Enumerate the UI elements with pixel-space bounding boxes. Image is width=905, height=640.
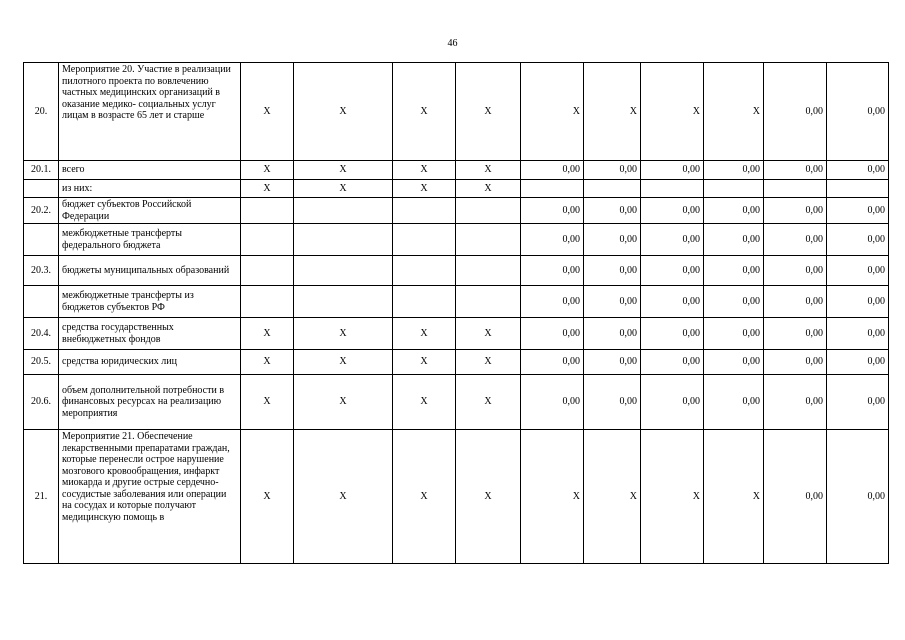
value-cell: 0,00 (704, 350, 764, 375)
value-cell: 0,00 (584, 375, 641, 430)
value-cell: 0,00 (827, 318, 889, 350)
value-cell: 0,00 (641, 198, 704, 224)
mark-cell (241, 256, 294, 286)
value-cell: 0,00 (827, 224, 889, 256)
value-cell: 0,00 (827, 161, 889, 180)
table-row (24, 161, 889, 180)
mark-cell: X (456, 180, 521, 198)
row-number-cell: 20.3. (24, 256, 59, 286)
value-cell: X (641, 63, 704, 161)
value-cell: X (521, 63, 584, 161)
mark-cell: X (241, 180, 294, 198)
value-cell: 0,00 (584, 256, 641, 286)
value-cell: 0,00 (641, 256, 704, 286)
mark-cell (294, 286, 393, 318)
row-name-cell: из них: (59, 180, 241, 198)
mark-cell (456, 286, 521, 318)
mark-cell: X (294, 430, 393, 564)
table-row (24, 350, 889, 375)
mark-cell: X (241, 63, 294, 161)
value-cell: X (584, 63, 641, 161)
row-name-cell: бюджеты муниципальных образований (59, 256, 241, 286)
row-number-cell: 20.1. (24, 161, 59, 180)
value-cell: X (584, 430, 641, 564)
value-cell: 0,00 (764, 286, 827, 318)
value-cell: 0,00 (764, 350, 827, 375)
value-cell: 0,00 (641, 161, 704, 180)
value-cell (521, 180, 584, 198)
row-name-cell: Мероприятие 20. Участие в реализации пилотного проекта по вовлечению частных медицинских организаций в оказание медико- социальных услуг лицам в возрасте 65 лет и старше (59, 63, 241, 161)
table-row (24, 286, 889, 318)
budget-table (23, 62, 889, 564)
value-cell: 0,00 (584, 198, 641, 224)
row-name-cell: объем дополнительной потребности в финансовых ресурсах на реализацию мероприятия (59, 375, 241, 430)
value-cell: 0,00 (764, 198, 827, 224)
page-number: 46 (447, 38, 458, 49)
value-cell (764, 180, 827, 198)
mark-cell (294, 198, 393, 224)
value-cell: 0,00 (521, 161, 584, 180)
mark-cell (393, 256, 456, 286)
value-cell: X (704, 63, 764, 161)
table-row (24, 180, 889, 198)
value-cell: 0,00 (641, 224, 704, 256)
mark-cell: X (456, 430, 521, 564)
value-cell: 0,00 (521, 224, 584, 256)
table-row (24, 198, 889, 224)
value-cell: 0,00 (704, 286, 764, 318)
value-cell: 0,00 (704, 318, 764, 350)
table-row (24, 256, 889, 286)
value-cell: 0,00 (521, 256, 584, 286)
mark-cell: X (393, 318, 456, 350)
table-row (24, 318, 889, 350)
mark-cell: X (456, 161, 521, 180)
value-cell (584, 180, 641, 198)
table-row (24, 430, 889, 564)
value-cell: 0,00 (827, 256, 889, 286)
mark-cell: X (294, 350, 393, 375)
value-cell: 0,00 (827, 350, 889, 375)
value-cell: 0,00 (764, 375, 827, 430)
mark-cell: X (393, 375, 456, 430)
row-number-cell: 20.5. (24, 350, 59, 375)
mark-cell (393, 286, 456, 318)
value-cell (704, 180, 764, 198)
mark-cell: X (294, 375, 393, 430)
value-cell: 0,00 (704, 198, 764, 224)
mark-cell: X (456, 63, 521, 161)
mark-cell: X (241, 161, 294, 180)
row-name-cell: Мероприятие 21. Обеспечение лекарственными препаратами граждан, которые перенесли острое нарушение мозгового кровообращения, инфаркт миокарда и другие острые сердечно- сосудистые заболевания или операции на сосудах и которые получают медицинскую помощь в (59, 430, 241, 564)
mark-cell: X (393, 161, 456, 180)
mark-cell: X (393, 430, 456, 564)
value-cell: 0,00 (521, 318, 584, 350)
value-cell: 0,00 (764, 256, 827, 286)
mark-cell: X (294, 180, 393, 198)
mark-cell (241, 286, 294, 318)
value-cell: X (641, 430, 704, 564)
value-cell: 0,00 (764, 224, 827, 256)
mark-cell: X (241, 350, 294, 375)
mark-cell: X (393, 350, 456, 375)
value-cell: 0,00 (704, 375, 764, 430)
value-cell: 0,00 (584, 224, 641, 256)
value-cell: 0,00 (521, 350, 584, 375)
row-number-cell (24, 224, 59, 256)
mark-cell (393, 224, 456, 256)
mark-cell: X (241, 430, 294, 564)
value-cell: 0,00 (704, 256, 764, 286)
mark-cell: X (241, 375, 294, 430)
mark-cell (393, 198, 456, 224)
value-cell: 0,00 (641, 318, 704, 350)
row-name-cell: межбюджетные трансферты из бюджетов субъектов РФ (59, 286, 241, 318)
mark-cell (241, 198, 294, 224)
value-cell: 0,00 (584, 350, 641, 375)
mark-cell (456, 198, 521, 224)
mark-cell: X (294, 63, 393, 161)
value-cell: 0,00 (764, 318, 827, 350)
value-cell: 0,00 (827, 198, 889, 224)
row-number-cell: 20.4. (24, 318, 59, 350)
row-name-cell: средства юридических лиц (59, 350, 241, 375)
value-cell: 0,00 (827, 430, 889, 564)
value-cell: 0,00 (521, 375, 584, 430)
mark-cell (294, 224, 393, 256)
mark-cell: X (294, 318, 393, 350)
value-cell: 0,00 (641, 286, 704, 318)
value-cell: 0,00 (764, 63, 827, 161)
row-name-cell: бюджет субъектов Российской Федерации (59, 198, 241, 224)
row-number-cell (24, 180, 59, 198)
value-cell: 0,00 (827, 63, 889, 161)
value-cell: X (521, 430, 584, 564)
value-cell: 0,00 (827, 286, 889, 318)
value-cell: 0,00 (521, 198, 584, 224)
value-cell (827, 180, 889, 198)
mark-cell (294, 256, 393, 286)
value-cell: 0,00 (704, 224, 764, 256)
table-row (24, 375, 889, 430)
value-cell: 0,00 (764, 161, 827, 180)
mark-cell: X (456, 375, 521, 430)
mark-cell: X (456, 318, 521, 350)
value-cell: 0,00 (827, 375, 889, 430)
mark-cell (241, 224, 294, 256)
value-cell (641, 180, 704, 198)
row-number-cell (24, 286, 59, 318)
row-number-cell: 21. (24, 430, 59, 564)
mark-cell (456, 256, 521, 286)
mark-cell: X (241, 318, 294, 350)
value-cell: 0,00 (584, 161, 641, 180)
value-cell: 0,00 (704, 161, 764, 180)
row-number-cell: 20. (24, 63, 59, 161)
row-name-cell: всего (59, 161, 241, 180)
mark-cell: X (393, 180, 456, 198)
row-name-cell: межбюджетные трансферты федерального бюджета (59, 224, 241, 256)
value-cell: X (704, 430, 764, 564)
row-number-cell: 20.6. (24, 375, 59, 430)
mark-cell: X (393, 63, 456, 161)
row-number-cell: 20.2. (24, 198, 59, 224)
table-row (24, 224, 889, 256)
value-cell: 0,00 (521, 286, 584, 318)
mark-cell: X (456, 350, 521, 375)
table-row (24, 63, 889, 161)
value-cell: 0,00 (764, 430, 827, 564)
value-cell: 0,00 (641, 350, 704, 375)
value-cell: 0,00 (641, 375, 704, 430)
value-cell: 0,00 (584, 318, 641, 350)
row-name-cell: средства государственных внебюджетных фондов (59, 318, 241, 350)
value-cell: 0,00 (584, 286, 641, 318)
mark-cell: X (294, 161, 393, 180)
mark-cell (456, 224, 521, 256)
